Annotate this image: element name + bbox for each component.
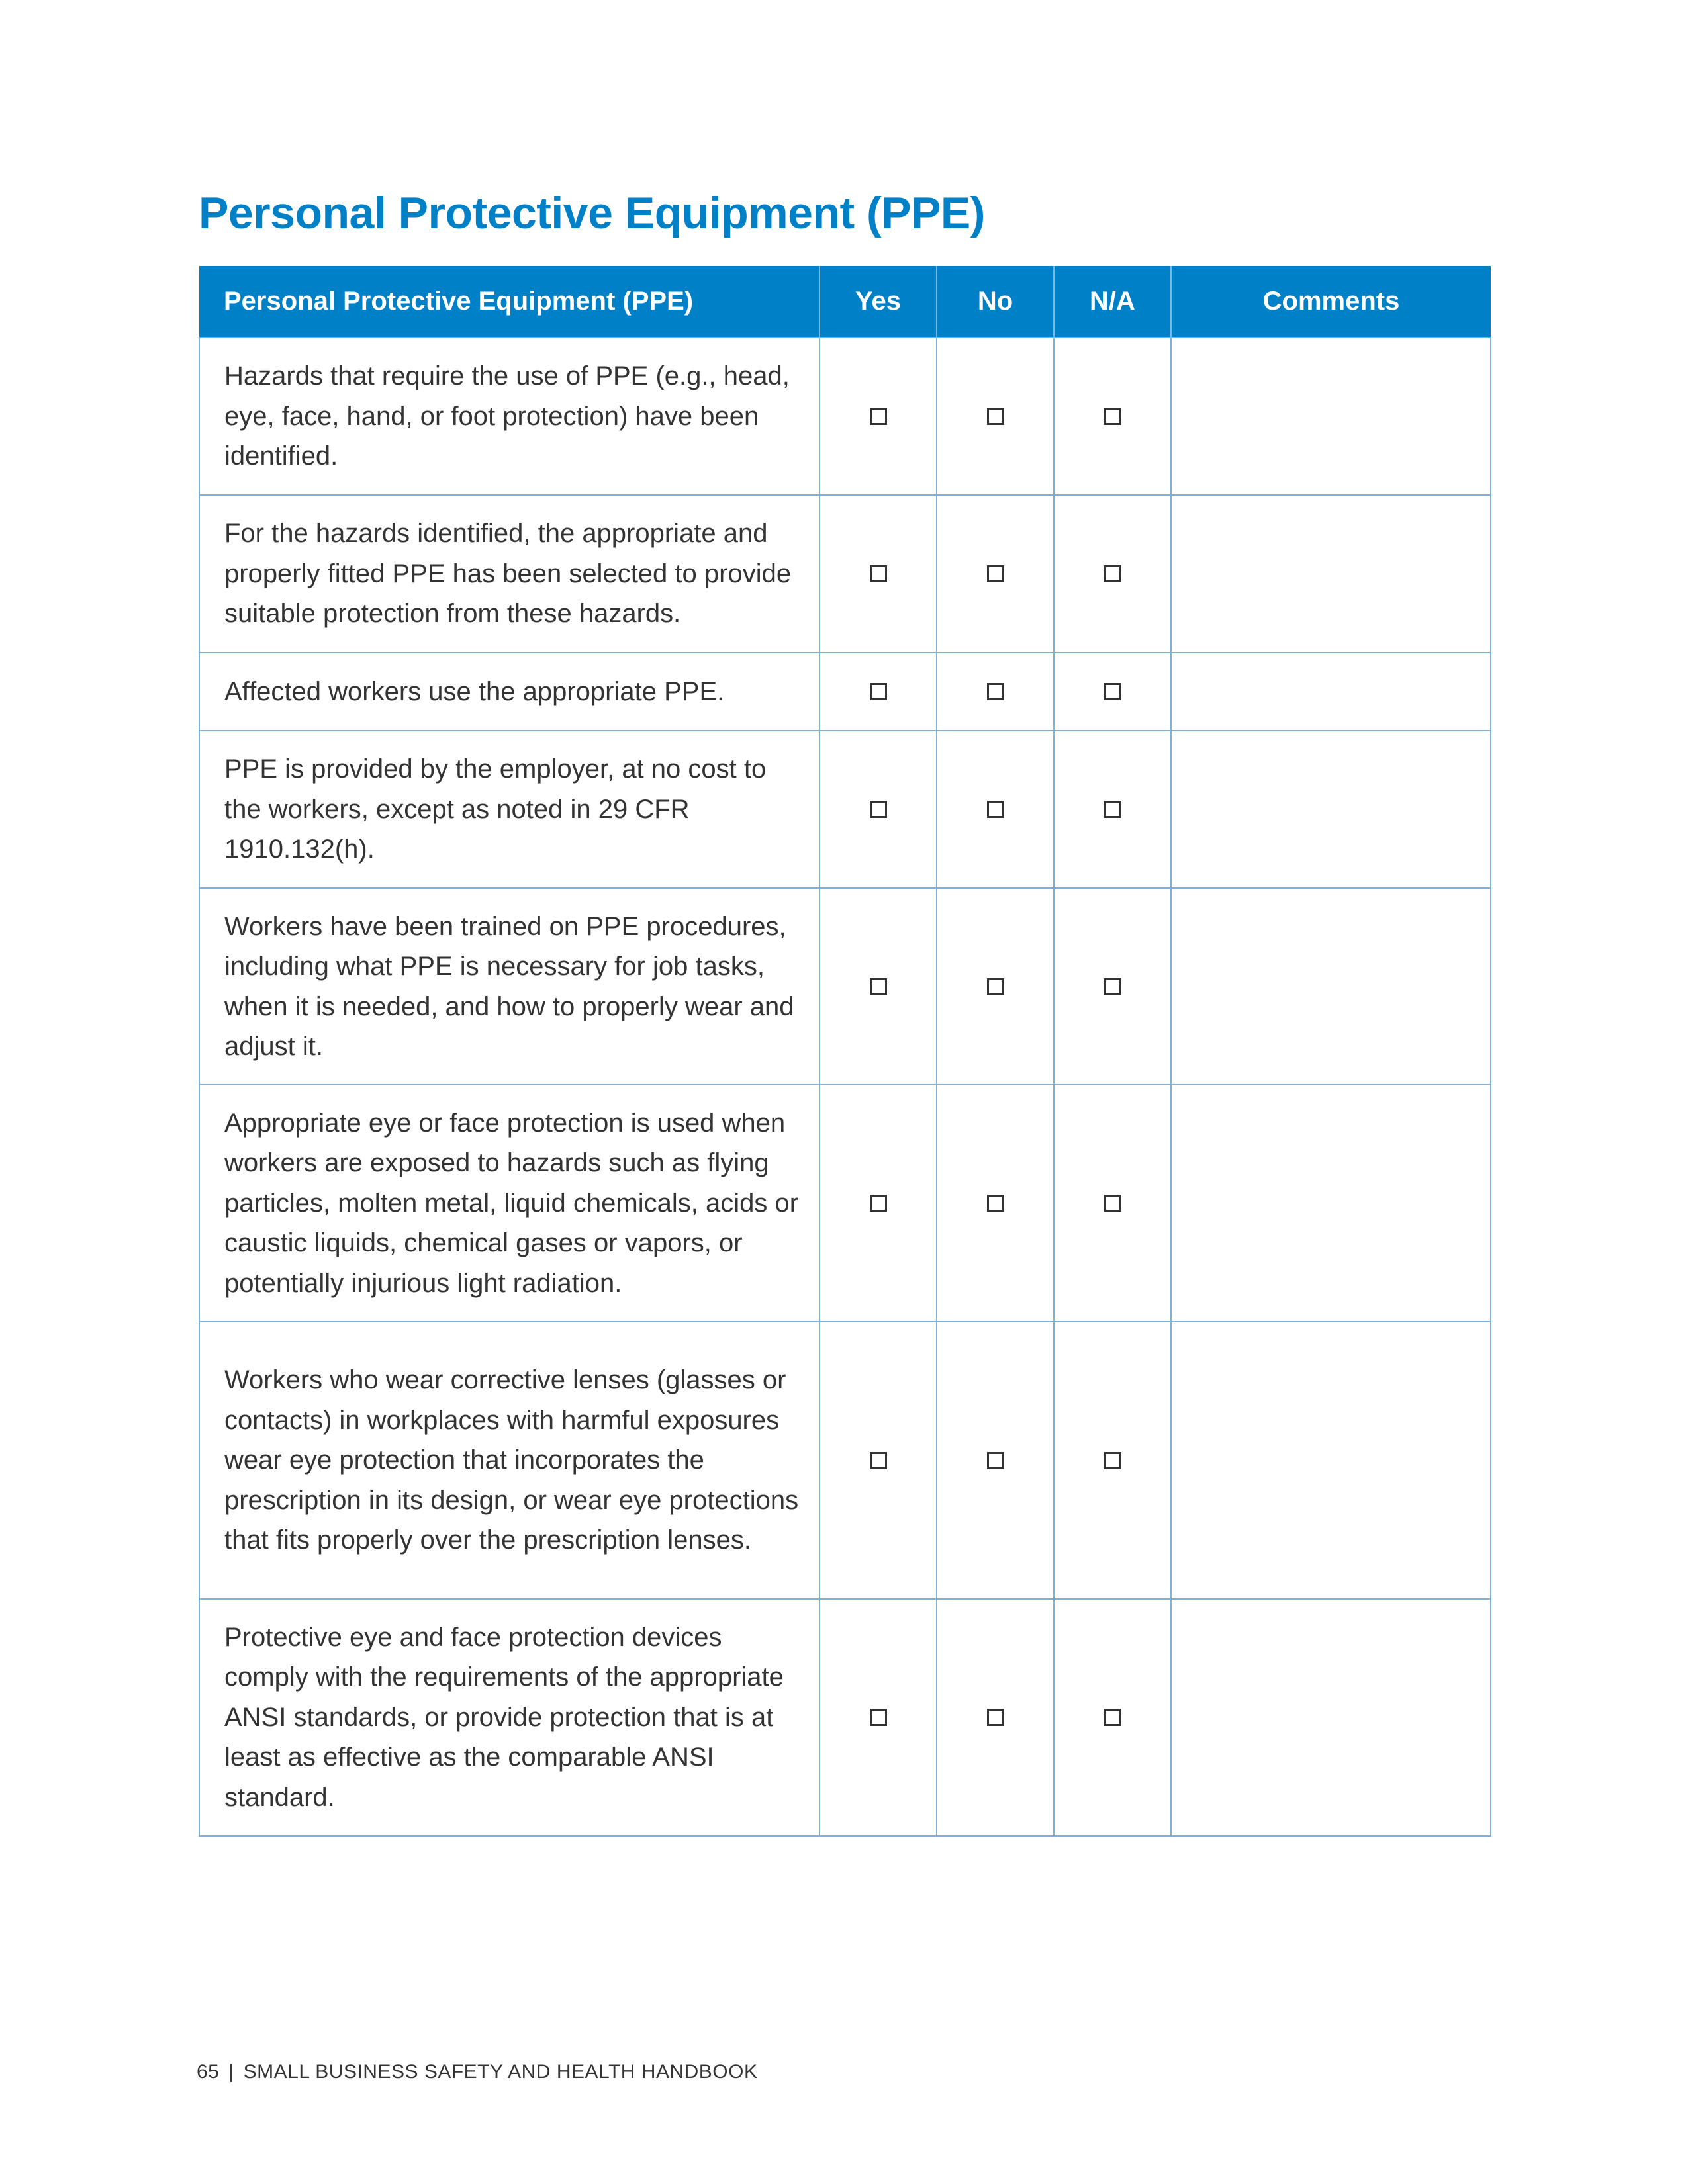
yes-checkbox-icon[interactable]: [870, 683, 887, 700]
header-na: N/A: [1054, 266, 1171, 338]
na-cell: [1054, 495, 1171, 653]
na-cell: [1054, 1599, 1171, 1836]
no-checkbox-icon[interactable]: [987, 683, 1004, 700]
question-text: Affected workers use the appropriate PPE.: [199, 653, 820, 731]
no-cell: [937, 731, 1054, 888]
table-row: [199, 1085, 1491, 1322]
question-text: Workers have been trained on PPE procedures, including what PPE is necessary for job tasks, when it is needed, and how to properly wear and adjust it.: [199, 888, 820, 1085]
comments-cell[interactable]: [1171, 653, 1491, 731]
no-cell: [937, 653, 1054, 731]
no-cell: [937, 1322, 1054, 1599]
na-checkbox-icon[interactable]: [1104, 1195, 1121, 1212]
question-text: For the hazards identified, the appropriate and properly fitted PPE has been selected to provide suitable protection from these hazards.: [199, 495, 820, 653]
yes-cell: [820, 495, 937, 653]
yes-cell: [820, 338, 937, 495]
no-checkbox-icon[interactable]: [987, 978, 1004, 995]
na-checkbox-icon[interactable]: [1104, 408, 1121, 425]
na-cell: [1054, 653, 1171, 731]
page-number: 65: [197, 2061, 220, 2083]
table-row: [199, 731, 1491, 888]
table-row: [199, 1322, 1491, 1599]
header-question: Personal Protective Equipment (PPE): [199, 266, 820, 338]
header-yes: Yes: [820, 266, 937, 338]
yes-checkbox-icon[interactable]: [870, 978, 887, 995]
header-no: No: [937, 266, 1054, 338]
table-row: [199, 338, 1491, 495]
no-cell: [937, 338, 1054, 495]
na-checkbox-icon[interactable]: [1104, 1452, 1121, 1469]
na-cell: [1054, 338, 1171, 495]
na-cell: [1054, 731, 1171, 888]
ppe-checklist-table: [199, 266, 1491, 1837]
question-text: Hazards that require the use of PPE (e.g., head, eye, face, hand, or foot protection) have been identified.: [199, 338, 820, 495]
yes-cell: [820, 1599, 937, 1836]
comments-cell[interactable]: [1171, 1322, 1491, 1599]
no-checkbox-icon[interactable]: [987, 1452, 1004, 1469]
yes-checkbox-icon[interactable]: [870, 1452, 887, 1469]
comments-cell[interactable]: [1171, 888, 1491, 1085]
comments-cell[interactable]: [1171, 1599, 1491, 1836]
yes-cell: [820, 1322, 937, 1599]
no-checkbox-icon[interactable]: [987, 565, 1004, 582]
question-text: Workers who wear corrective lenses (glasses or contacts) in workplaces with harmful exposures wear eye protection that incorporates the prescription in its design, or wear eye protections that fits properly over the prescription lenses.: [199, 1322, 820, 1599]
na-checkbox-icon[interactable]: [1104, 801, 1121, 818]
yes-cell: [820, 653, 937, 731]
yes-checkbox-icon[interactable]: [870, 1709, 887, 1726]
comments-cell[interactable]: [1171, 731, 1491, 888]
no-checkbox-icon[interactable]: [987, 1709, 1004, 1726]
na-checkbox-icon[interactable]: [1104, 565, 1121, 582]
footer-separator: |: [228, 2061, 234, 2083]
na-cell: [1054, 1085, 1171, 1322]
no-cell: [937, 888, 1054, 1085]
comments-cell[interactable]: [1171, 338, 1491, 495]
question-text: Protective eye and face protection devices comply with the requirements of the appropriate ANSI standards, or provide protection that is at least as effective as the comparable ANSI standard.: [199, 1599, 820, 1836]
comments-cell[interactable]: [1171, 495, 1491, 653]
yes-checkbox-icon[interactable]: [870, 801, 887, 818]
yes-checkbox-icon[interactable]: [870, 1195, 887, 1212]
comments-cell[interactable]: [1171, 1085, 1491, 1322]
yes-checkbox-icon[interactable]: [870, 408, 887, 425]
table-row: [199, 495, 1491, 653]
no-cell: [937, 1599, 1054, 1836]
page-title: Personal Protective Equipment (PPE): [199, 188, 985, 238]
yes-cell: [820, 1085, 937, 1322]
yes-cell: [820, 731, 937, 888]
no-cell: [937, 1085, 1054, 1322]
table-header-row: [199, 266, 1491, 338]
na-checkbox-icon[interactable]: [1104, 683, 1121, 700]
table-row: [199, 653, 1491, 731]
no-cell: [937, 495, 1054, 653]
question-text: Appropriate eye or face protection is used when workers are exposed to hazards such as flying particles, molten metal, liquid chemicals, acids or caustic liquids, chemical gases or vapors, or potentially injurious light radiation.: [199, 1085, 820, 1322]
na-checkbox-icon[interactable]: [1104, 978, 1121, 995]
no-checkbox-icon[interactable]: [987, 801, 1004, 818]
table-row: [199, 1599, 1491, 1836]
page-footer: [197, 2061, 758, 2083]
yes-checkbox-icon[interactable]: [870, 565, 887, 582]
handbook-title: SMALL BUSINESS SAFETY AND HEALTH HANDBOOK: [243, 2061, 758, 2083]
na-cell: [1054, 1322, 1171, 1599]
table-row: [199, 888, 1491, 1085]
yes-cell: [820, 888, 937, 1085]
na-cell: [1054, 888, 1171, 1085]
no-checkbox-icon[interactable]: [987, 408, 1004, 425]
no-checkbox-icon[interactable]: [987, 1195, 1004, 1212]
na-checkbox-icon[interactable]: [1104, 1709, 1121, 1726]
header-comments: Comments: [1171, 266, 1491, 338]
question-text: PPE is provided by the employer, at no cost to the workers, except as noted in 29 CFR 1910.132(h).: [199, 731, 820, 888]
